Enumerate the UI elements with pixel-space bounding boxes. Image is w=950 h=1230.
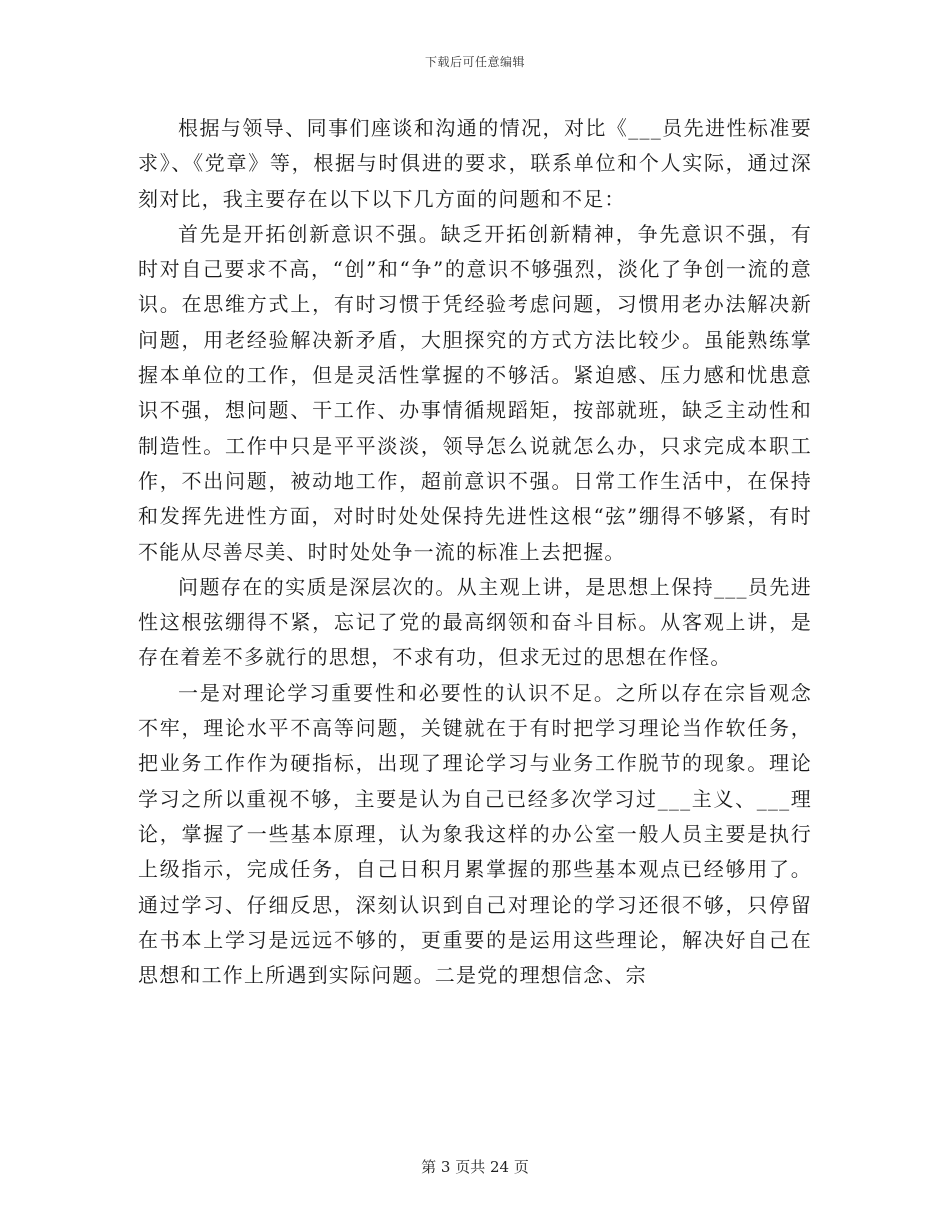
page-number: 第 3 页共 24 页 [421,1158,529,1176]
paragraph-essence: 问题存在的实质是深层次的。从主观上讲，是思想上保持___员先进性这根弦绷得不紧，忘记了党的最高纲领和奋斗目标。从客观上讲，是存在着差不多就行的思想，不求有功，但求无过的思想在作怪。 [138,574,812,670]
paragraph-innovation: 首先是开拓创新意识不强。缺乏开拓创新精神，争先意识不强，有时对自己要求不高，“创”和“争”的意识不够强烈，淡化了争创一流的意识。在思维方式上，有时习惯于凭经验考虑问题，习惯用老办法解决新问题，用老经验解决新矛盾，大胆探究的方式方法比较少。虽能熟练掌握本单位的工作，但是灵活性掌握的不够活。紧迫感、压力感和忧患意识不强，想问题、干工作、办事情循规蹈矩，按部就班，缺乏主动性和制造性。工作中只是平平淡淡，领导怎么说就怎么办，只求完成本职工作，不出问题，被动地工作，超前意识不强。日常工作生活中，在保持和发挥先进性方面，对时时处处保持先进性这根“弦”绷得不够紧，有时不能从尽善尽美、时时处处争一流的标准上去把握。 [138,221,812,564]
paragraph-intro: 根据与领导、同事们座谈和沟通的情况，对比《___员先进性标准要求》、《党章》等，根据与时俱进的要求，联系单位和个人实际，通过深刻对比，我主要存在以下以下几方面的问题和不足： [138,116,812,211]
paragraph-theory-study: 一是对理论学习重要性和必要性的认识不足。之所以存在宗旨观念不牢，理论水平不高等问题，关键就在于有时把学习理论当作软任务，把业务工作作为硬指标，出现了理论学习与业务工作脱节的现象。理论学习之所以重视不够，主要是认为自己已经多次学习过___主义、___理论，掌握了一些基本原理，认为象我这样的办公室一般人员主要是执行上级指示，完成任务，自己日积月累掌握的那些基本观点已经够用了。通过学习、仔细反思，深刻认识到自己对理论的学习还很不够，只停留在书本上学习是远远不够的，更重要的是运用这些理论，解决好自己在思想和工作上所遇到实际问题。二是党的理想信念、宗 [138,680,812,988]
document-body [138,111,812,993]
page-header: 下载后可任意编辑 [424,55,525,69]
